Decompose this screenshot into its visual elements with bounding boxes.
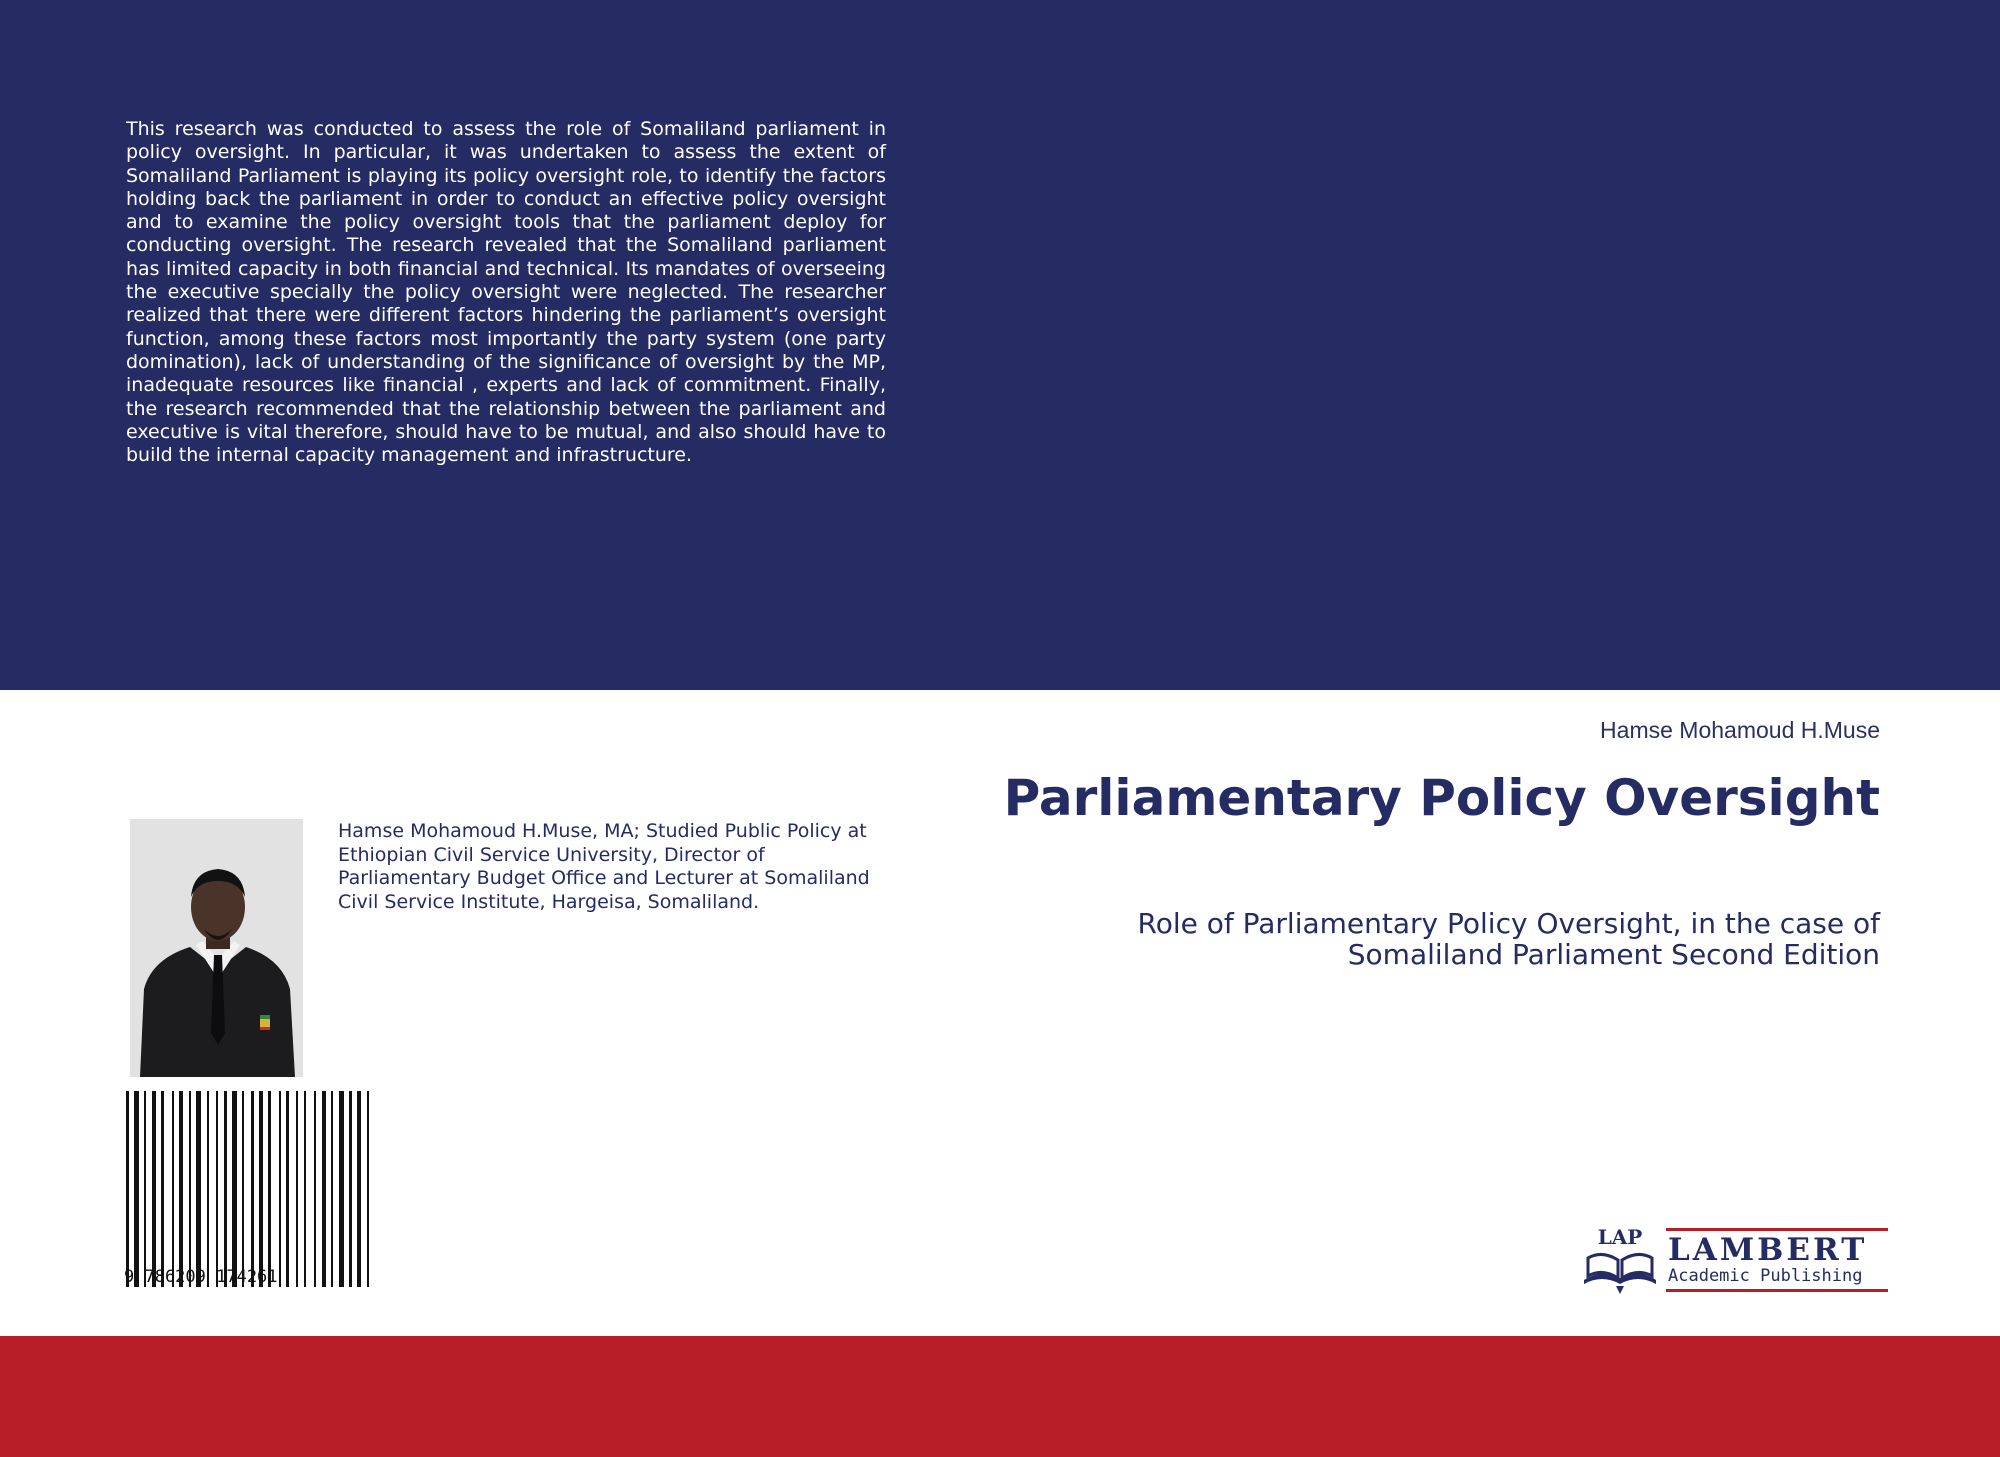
barcode-bar: [189, 1091, 191, 1287]
barcode-bar: [279, 1091, 281, 1287]
publisher-logo: [1580, 1224, 1890, 1298]
barcode-bar: [126, 1091, 129, 1287]
barcode-bar: [367, 1091, 369, 1287]
barcode-bar: [216, 1091, 218, 1287]
barcode-bar: [296, 1091, 298, 1287]
author-photo: [130, 819, 303, 1077]
barcode-bar: [259, 1091, 263, 1287]
barcode-bar: [339, 1091, 344, 1287]
barcode-bar: [322, 1091, 326, 1287]
barcode-bar: [224, 1091, 227, 1287]
barcode-bar: [357, 1091, 361, 1287]
publisher-tagline: Academic Publishing: [1668, 1266, 1863, 1286]
barcode-bar: [144, 1091, 146, 1287]
barcode-bar: [179, 1091, 183, 1287]
barcode-bar: [286, 1091, 289, 1287]
barcode-bar: [349, 1091, 352, 1287]
cover-author: Hamse Mohamoud H.Muse: [1600, 717, 1880, 743]
book-title: Parliamentary Policy Oversight: [1003, 769, 1880, 827]
barcode: [124, 1091, 454, 1291]
barcode-bar: [196, 1091, 201, 1287]
logo-mark: LAP: [1597, 1225, 1643, 1249]
publisher-name: LAMBERT: [1668, 1232, 1868, 1268]
open-book-icon: [1580, 1224, 1890, 1298]
barcode-bar: [161, 1091, 164, 1287]
barcode-bar: [304, 1091, 306, 1287]
barcode-bar: [134, 1091, 139, 1287]
back-cover-panel: [0, 0, 2000, 690]
author-portrait-icon: [130, 819, 303, 1077]
barcode-bar: [331, 1091, 333, 1287]
barcode-bar: [268, 1091, 271, 1287]
barcode-icon: [124, 1091, 454, 1287]
back-cover-blurb: This research was conducted to assess the role of Somaliland parliament in policy oversight. In particular, it was undertaken to assess the extent of Somaliland Parliament is playing its policy oversight role, to identify the factors holding back the parliament in order to conduct an effective policy oversight and to examine the policy oversight tools that the parliament deploy for conducting oversight. The research revealed that the Somaliland parliament has limited capacity in both financial and technical. Its mandates of overseeing the executive specially the policy oversight were neglected. The researcher realized that there were different factors hindering the parliament’s oversight function, among these factors most importantly the party system (one party domination), lack of understanding of the significance of oversight by the MP, inadequate resources like financial , experts and lack of commitment. Finally, the research recommended that the relationship between the parliament and executive is vital therefore, should have to be mutual, and also should have to build the internal capacity management and infrastructure.: [126, 118, 886, 467]
barcode-bar: [152, 1091, 156, 1287]
barcode-digits: 9 786209 174261: [124, 1267, 278, 1287]
bottom-red-band: [0, 1336, 2000, 1457]
barcode-bar: [232, 1091, 237, 1287]
author-bio: Hamse Mohamoud H.Muse, MA; Studied Public Policy at Ethiopian Civil Service University, Director of Parliamentary Budget Office and Lecturer at Somaliland Civil Service Institute, Hargeisa, Somaliland.: [338, 820, 870, 913]
book-subtitle: Role of Parliamentary Policy Oversight, in the case of Somaliland Parliament Second Edition: [1137, 907, 1880, 971]
barcode-bar: [172, 1091, 174, 1287]
barcode-bar: [251, 1091, 254, 1287]
barcode-bar: [242, 1091, 244, 1287]
barcode-bar: [314, 1091, 316, 1287]
barcode-bar: [207, 1091, 209, 1287]
